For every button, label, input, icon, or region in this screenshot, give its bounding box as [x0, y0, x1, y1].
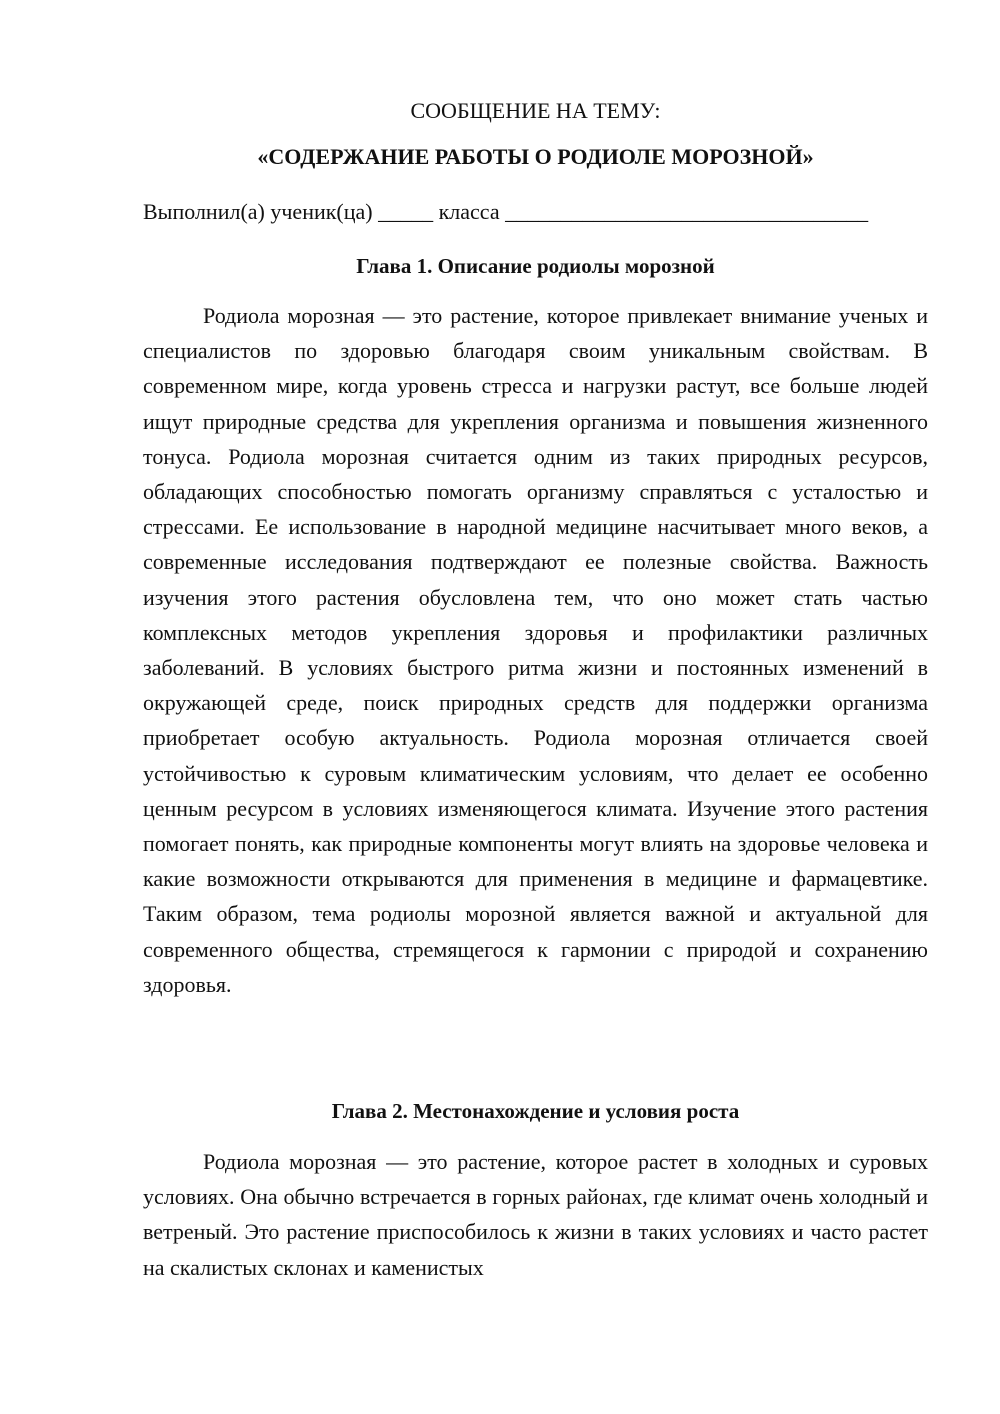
chapter-2-heading: Глава 2. Местонахождение и условия роста — [331, 1099, 740, 1123]
document-title-line1: СООБЩЕНИЕ НА ТЕМУ: — [410, 98, 661, 123]
document-title-topic: «СОДЕРЖАНИЕ РАБОТЫ О РОДИОЛЕ МОРОЗНОЙ» — [257, 144, 814, 169]
chapter-2-paragraph: Родиола морозная — это растение, которое растет в холодных и суровых условиях. Она обычно встречается в горных районах, где климат очень холодный и ветреный. Это растение приспособилось к жизни в таких условиях и часто растет на скалистых склонах и каменистых — [143, 1149, 928, 1280]
chapter-1-paragraph: Родиола морозная — это растение, которое привлекает внимание ученых и специалистов по здоровью благодаря своим уникальным свойствам. В современном мире, когда уровень стресса и нагрузки растут, все больше людей ищут природные средства для укрепления организма и повышения жизненного тонуса. Родиола морозная считается одним из таких природных ресурсов, обладающих способностью помогать организму справляться с усталостью и стрессами. Ее использование в народной медицине насчитывает много веков, а современные исследования подтверждают ее полезные свойства. Важность изучения этого растения обусловлена тем, что оно может стать частью комплексных методов укрепления здоровья и профилактики различных заболеваний. В условиях быстрого ритма жизни и постоянных изменений в окружающей среде, поиск природных средств для поддержки организма приобретает особую актуальность. Родиола морозная отличается своей устойчивостью к суровым климатическим условиям, что делает ее особенно ценным ресурсом в условиях изменяющегося климата. Изучение этого растения помогает понять, как природные компоненты могут влиять на здоровье человека и какие возможности открываются для применения в медицине и фармацевтике. Таким образом, тема родиолы морозной является важной и актуальной для современного общества, стремящегося к гармонии с природой и сохранению здоровья. — [143, 303, 928, 997]
author-line: Выполнил(а) ученик(ца) _____ класса _________________________________ — [143, 199, 869, 224]
chapter-1-heading: Глава 1. Описание родиолы морозной — [356, 254, 715, 278]
